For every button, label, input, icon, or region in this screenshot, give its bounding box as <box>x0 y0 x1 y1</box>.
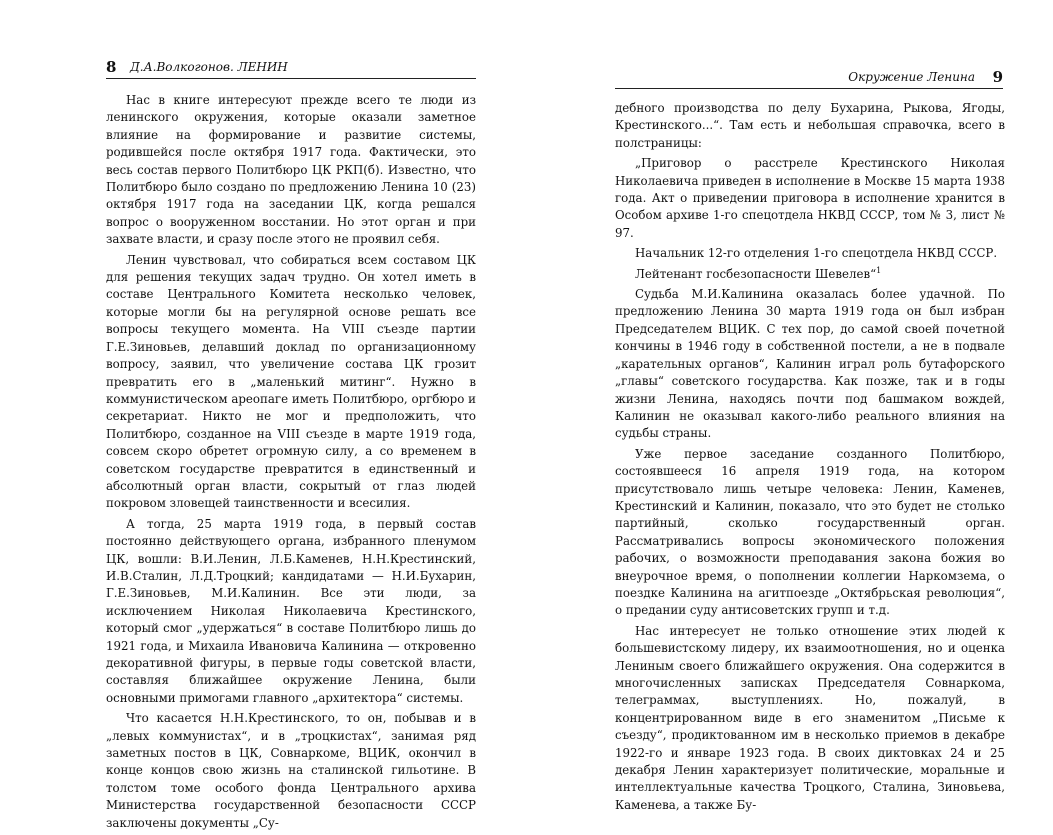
right-running-head: Окружение Ленина <box>848 70 975 84</box>
left-page-body <box>106 92 476 835</box>
left-running-head: Д.А.Волкогонов. ЛЕНИН <box>130 60 288 74</box>
right-page <box>527 0 1053 812</box>
paragraph: А тогда, 25 марта 1919 года, в первый состав постоянно действующего органа, избранного пленумом ЦК, вошли: В.И.Ленин, Л.Б.Каменев, Н.Н.Крестинский, И.В.Сталин, Л.Д.Троцкий; кандидатами — Н.И.Бухарин, Г.Е.Зиновьев, М.И.Калинин. Все эти люди, за исключением Николая Николаевича Крестинского, который смог „удержаться“ в составе Политбюро лишь до 1921 года, и Михаила Ивановича Калинина — откровенно декоративной фигуры, в первые годы советской власти, составляя ближайшее окружение Ленина, были основными примогами главного „архитектора“ системы. <box>106 516 476 705</box>
paragraph: Что касается Н.Н.Крестинского, то он, побывав и в „левых коммунистах“, и в „троцкистах“, занимая ряд заметных постов в ЦК, Совнаркоме, ВЦИК, окончил в конце концов свою жизнь на сталинской гильотине. В толстом томе особого фонда Центрального архива Министерства государственной безопасности СССР заключены документы „Су- <box>106 711 476 830</box>
quote-paragraph: Начальник 12-го отделения 1-го спецотдела НКВД СССР. <box>635 246 998 261</box>
paragraph: дебного производства по делу Бухарина, Рыкова, Ягоды, Крестинского...“. Там есть и небольшая справочка, всего в полстраницы: <box>615 101 1005 150</box>
right-page-number: 9 <box>992 68 1003 86</box>
signature-text: Лейтенант госбезопасности Шевелев“ <box>635 266 877 281</box>
paragraph: Нас интересует не только отношение этих людей к большевистскому лидеру, их взаимоотношения, но и оценка Лениным своего ближайшего окружения. Она содержится в многочисленных записках Председателя Совнаркома, телеграммах, выступлениях. Но, пожалуй, в концентрированном виде в его знаменитом „Письме к съезду“, продиктованном им в несколько приемов в декабре 1922-го и январе 1923 года. В своих диктовках 24 и 25 декабря Ленин характеризует политические, моральные и интеллектуальные качества Троцкого, Сталина, Зиновьева, Каменева, а также Бу- <box>615 623 1005 812</box>
left-page-header <box>106 58 476 79</box>
paragraph: Уже первое заседание созданного Политбюро, состоявшееся 16 апреля 1919 года, на котором присутствовало лишь четыре человека: Ленин, Каменев, Крестинский и Калинин, показало, что это будет не столько партийный, сколько государственный орган. Рассматривались вопросы экономического положения рабочих, о возможности преподавания закона божия во внеурочное время, о пополнении коллегии Наркомзема, о поездке Калинина на агитпоезде „Октябрьская революция“, о предании суду антисоветских групп и т.д. <box>615 446 1005 618</box>
right-page-header <box>615 68 1003 89</box>
footnote-marker: 1 <box>876 265 882 275</box>
paragraph: Судьба М.И.Калинина оказалась более удачной. По предложению Ленина 30 марта 1919 года он был избран Председателем ВЦИК. С тех пор, до самой своей почетной кончины в 1946 году в собственной постели, а не в подвале „карательных органов“, Калинин играл роль бутафорского „главы“ советского государства. Как позже, так и в годы жизни Ленина, находясь почти под башмаком вождей, Калинин не оказывал какого-либо реального влияния на судьбы страны. <box>615 287 1005 441</box>
right-page-body <box>615 100 1005 817</box>
paragraph: Нас в книге интересуют прежде всего те люди из ленинского окружения, которые оказали заметное влияние на формирование и развитие системы, родившейся после октября 1917 года. Фактически, это весь состав первого Политбюро ЦК РКП(б). Известно, что Политбюро было создано по предложению Ленина 10 (23) октября 1917 года на заседании ЦК, когда решался вопрос о вооруженном восстании. Но этот орган и при захвате власти, и сразу после этого не проявил себя. <box>106 93 476 247</box>
quote-signature <box>615 266 1005 283</box>
paragraph: Ленин чувствовал, что собираться всем составом ЦК для решения текущих задач трудно. Он хотел иметь в составе Центрального Комитета несколько человек, которые могли бы на регулярной основе решать все вопросы текущего момента. На VIII съезде партии Г.Е.Зиновьев, делавший доклад по организационному вопросу, заявил, что увеличение состава ЦК грозит превратить его в „маленький митинг“. Нужно в коммунистическом ареопаге иметь Политбюро, оргбюро и секретариат. Никто не мог и предположить, что Политбюро, созданное на VIII съезде в марте 1919 года, совсем скоро обретет огромную силу, а со временем в советском государстве превратится в единственный и абсолютный орган власти, сокрытый от глаз людей покровом зловещей таинственности и всесилия. <box>106 252 476 511</box>
left-page <box>0 0 527 830</box>
quote-paragraph: „Приговор о расстреле Крестинского Николая Николаевича приведен в исполнение в Москве 15 марта 1938 года. Акт о приведении приговора в исполнение хранится в Особом архиве 1-го спецотдела НКВД СССР, том № 3, лист № 97. <box>615 156 1005 240</box>
left-page-number: 8 <box>106 58 117 76</box>
